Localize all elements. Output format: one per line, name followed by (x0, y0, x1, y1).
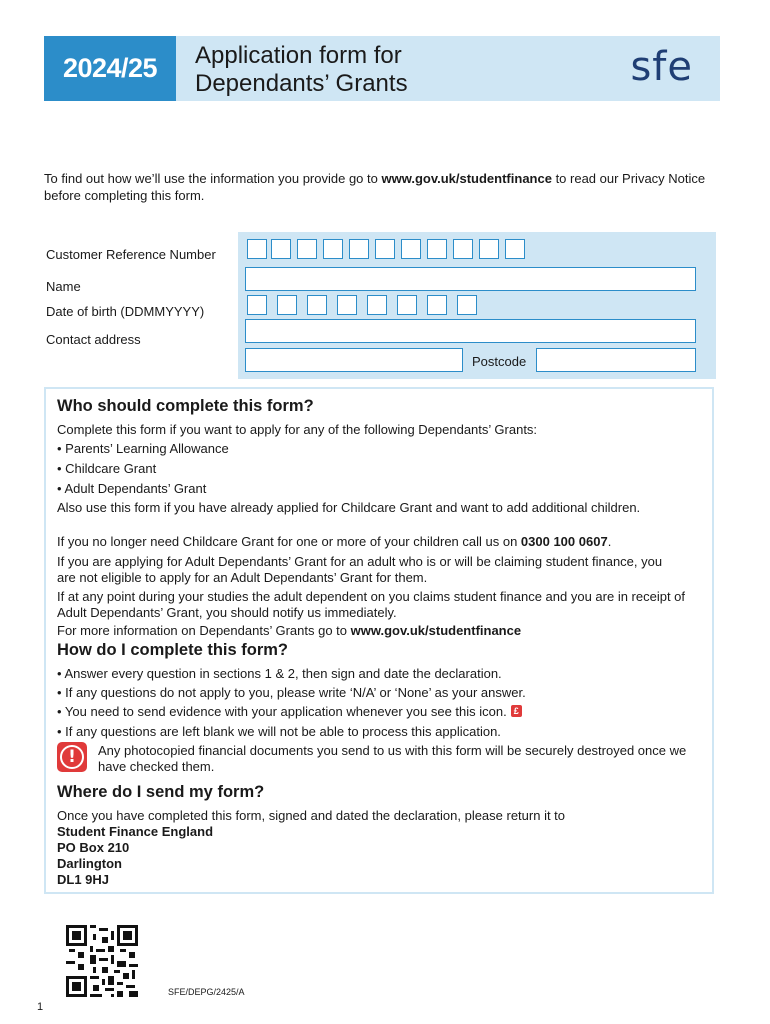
address-field[interactable] (245, 319, 696, 343)
crn-digit-box[interactable] (505, 239, 525, 259)
photocopy-note: Any photocopied financial documents you send to us with this form will be securely destroyed once we have checked them. (98, 743, 687, 774)
crn-digit-box[interactable] (247, 239, 267, 259)
dob-digit-box[interactable] (367, 295, 387, 315)
sfe-logo: sfe (630, 44, 693, 90)
year-badge: 2024/25 (44, 36, 176, 101)
crn-digit-box[interactable] (453, 239, 473, 259)
who-paragraph-4: If at any point during your studies the adult dependent on you claims student finance and you are in receipt of Adult Dependants’ Grant, you should notify us immediately. (57, 589, 686, 620)
who-paragraph-2 (57, 534, 707, 550)
privacy-link[interactable]: www.gov.uk/studentfinance (381, 171, 552, 186)
alert-icon (57, 742, 87, 772)
address-line-1: Student Finance England (57, 824, 214, 839)
crn-label: Customer Reference Number (46, 247, 216, 262)
form-code: SFE/DEPG/2425/A (168, 987, 245, 997)
dob-digit-box[interactable] (247, 295, 267, 315)
who-heading: Who should complete this form? (57, 397, 314, 415)
dob-digit-box[interactable] (337, 295, 357, 315)
how-bullet-2: • If any questions do not apply to you, please write ‘N/A’ or ‘None’ as your answer. (57, 685, 526, 700)
dob-digit-box[interactable] (457, 295, 477, 315)
page-number: 1 (37, 1001, 44, 1013)
address-line-2: PO Box 210 (57, 840, 130, 855)
how-bullet-3-text: • You need to send evidence with your application whenever you see this icon. (57, 704, 507, 719)
where-intro: Once you have completed this form, signed and dated the declaration, please return it to (57, 808, 566, 823)
crn-digit-box[interactable] (297, 239, 317, 259)
who-paragraph-5-text: For more information on Dependants’ Grants go to (57, 623, 351, 638)
address-line-3: Darlington (57, 856, 122, 871)
how-bullet-3 (57, 704, 707, 720)
dob-digit-box[interactable] (427, 295, 447, 315)
crn-digit-box[interactable] (401, 239, 421, 259)
form-title-line1: Application form for (195, 42, 402, 69)
privacy-text-1: To find out how we’ll use the information you provide go to (44, 171, 382, 186)
how-heading: How do I complete this form? (57, 641, 289, 659)
who-paragraph-2-end: . (607, 534, 612, 549)
privacy-intro (44, 170, 724, 204)
form-title-line2: Dependants’ Grants (195, 70, 408, 97)
crn-digit-box[interactable] (479, 239, 499, 259)
postcode-field[interactable] (536, 348, 696, 372)
dob-boxes (247, 295, 477, 315)
evidence-icon (511, 705, 522, 717)
who-intro: Complete this form if you want to apply for any of the following Dependants’ Grants: (57, 422, 538, 437)
name-field[interactable] (245, 267, 696, 291)
address-field-line2[interactable] (245, 348, 463, 372)
name-label: Name (46, 279, 81, 294)
dependants-grants-link[interactable]: www.gov.uk/studentfinance (350, 623, 522, 638)
who-paragraph-3: If you are applying for Adult Dependants’ Grant for an adult who is or will be claiming student finance, you are not eligible to apply for an Adult Dependants’ Grant for them. (57, 554, 663, 585)
form-title (195, 42, 408, 98)
who-paragraph-2-text: If you no longer need Childcare Grant for one or more of your children call us on (57, 534, 521, 549)
how-bullet-1: • Answer every question in sections 1 & 2, then sign and date the declaration. (57, 666, 502, 681)
address-line-4: DL1 9HJ (57, 872, 110, 887)
dob-digit-box[interactable] (307, 295, 327, 315)
crn-digit-box[interactable] (349, 239, 369, 259)
dob-label: Date of birth (DDMMYYYY) (46, 304, 205, 319)
crn-digit-box[interactable] (427, 239, 447, 259)
who-paragraph-1: Also use this form if you have already applied for Childcare Grant and want to add additional children. (57, 500, 641, 515)
qr-code (66, 925, 138, 997)
privacy-text-2: to read our Privacy Notice before completing this form. (44, 171, 706, 203)
who-bullet-2: • Childcare Grant (57, 461, 157, 476)
who-paragraph-5 (57, 623, 707, 639)
postcode-label: Postcode (472, 354, 527, 369)
where-heading: Where do I send my form? (57, 783, 265, 801)
how-bullet-4: • If any questions are left blank we will not be able to process this application. (57, 724, 501, 739)
crn-digit-box[interactable] (323, 239, 343, 259)
personal-details-panel (238, 232, 716, 379)
crn-boxes (247, 239, 525, 259)
dob-digit-box[interactable] (397, 295, 417, 315)
address-label: Contact address (46, 332, 141, 347)
crn-digit-box[interactable] (271, 239, 291, 259)
who-bullet-3: • Adult Dependants’ Grant (57, 481, 207, 496)
dob-digit-box[interactable] (277, 295, 297, 315)
form-header (44, 36, 720, 101)
crn-digit-box[interactable] (375, 239, 395, 259)
who-bullet-1: • Parents’ Learning Allowance (57, 441, 229, 456)
helpline-number: 0300 100 0607 (520, 534, 608, 549)
